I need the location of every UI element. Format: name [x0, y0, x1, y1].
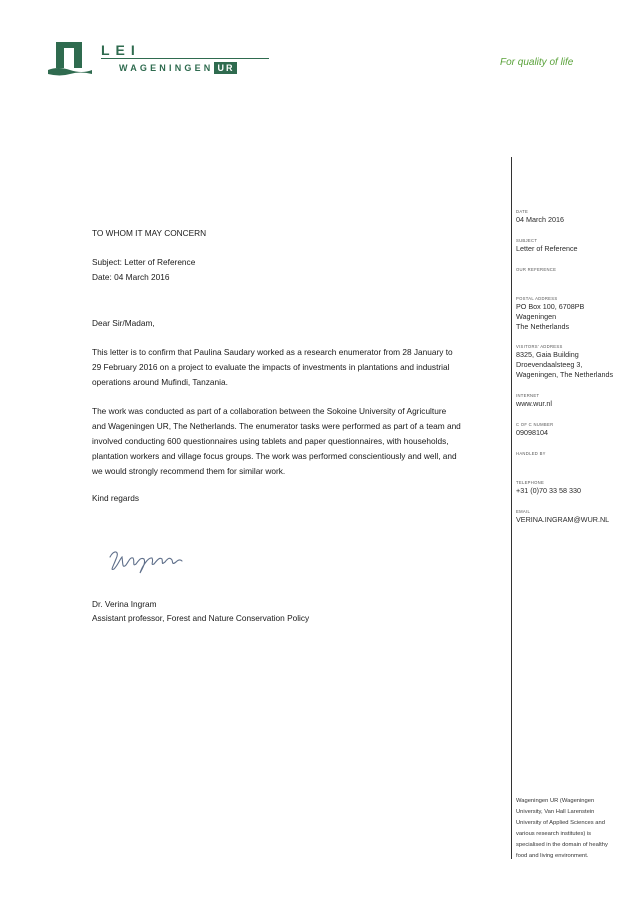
visitors-address-line: Droevendaalsteeg 3, [516, 360, 583, 369]
closing: Kind regards [92, 493, 140, 503]
date-value: 04 March 2016 [516, 215, 564, 224]
tagline: For quality of life [500, 57, 574, 68]
subject-label: SUBJECT [516, 238, 538, 243]
logo-ur-badge: UR [214, 62, 237, 74]
postal-address-line: The Netherlands [516, 322, 570, 331]
institution-description-line: specialised in the domain of healthy [516, 842, 608, 848]
logo-wageningen-ur [101, 62, 237, 74]
paragraph-line: This letter is to confirm that Paulina Saudary worked as a research enumerator from 28 January to [92, 347, 453, 357]
telephone-value: +31 (0)70 33 58 330 [516, 486, 581, 495]
internet-link[interactable]: www.wur.nl [516, 399, 552, 408]
paragraph-line: we would strongly recommend them for similar work. [92, 466, 286, 476]
logo-wageningen-text: WAGENINGEN [119, 63, 214, 73]
paragraph-line: operations around Mufindi, Tanzania. [92, 377, 228, 387]
institution-description-line: food and living environment. [516, 853, 589, 859]
institution-description [516, 796, 608, 862]
our-reference-label: OUR REFERENCE [516, 267, 557, 272]
coc-number-label: C OF C NUMBER [516, 422, 554, 427]
visitors-address [516, 350, 613, 380]
visitors-address-line: 8325, Gaia Building [516, 350, 579, 359]
salutation: Dear Sir/Madam, [92, 318, 155, 328]
paragraph-confirmation [92, 345, 502, 390]
handwritten-signature [106, 545, 186, 575]
paragraph-line: 29 February 2016 on a project to evaluate the impacts of investments in plantations and industrial [92, 362, 450, 372]
coc-number-value: 09098104 [516, 428, 548, 437]
subject-line: Subject: Letter of Reference [92, 257, 196, 267]
institution-description-line: University of Applied Sciences and [516, 820, 605, 826]
postal-address-line: PO Box 100, 6708PB [516, 302, 585, 311]
wageningen-logo-icon [48, 40, 92, 76]
paragraph-collaboration [92, 404, 502, 479]
email-link[interactable]: VERINA.INGRAM@WUR.NL [516, 515, 610, 524]
paragraph-line: and Wageningen UR, The Netherlands. The enumerator tasks were performed as part of a team and [92, 421, 461, 431]
visitors-address-line: Wageningen, The Netherlands [516, 370, 614, 379]
email-label: EMAIL [516, 509, 531, 514]
internet-label: INTERNET [516, 393, 540, 398]
paragraph-line: plantation workers and village focus groups. The work was performed conscientiously and well, and [92, 451, 457, 461]
telephone-label: TELEPHONE [516, 480, 545, 485]
paragraph-line: involved conducting 600 questionnaires using tablets and paper questionnaires, with households, [92, 436, 449, 446]
sidebar-divider [511, 157, 512, 859]
signer-name: Dr. Verina Ingram [92, 599, 157, 609]
institution-description-line: University, Van Hall Larenstein [516, 809, 595, 815]
paragraph-line: The work was conducted as part of a collaboration between the Sokoine University of Agriculture [92, 406, 447, 416]
date-line: Date: 04 March 2016 [92, 272, 170, 282]
logo-lei-text: LEI [101, 42, 141, 58]
institution-description-line: various research institutes) is [516, 831, 592, 837]
logo-divider [101, 58, 269, 59]
postal-address-label: POSTAL ADDRESS [516, 296, 558, 301]
date-label: DATE [516, 209, 529, 214]
visitors-address-label: VISITORS' ADDRESS [516, 344, 563, 349]
postal-address [516, 302, 584, 332]
subject-value: Letter of Reference [516, 244, 578, 253]
postal-address-line: Wageningen [516, 312, 557, 321]
signer-title: Assistant professor, Forest and Nature Conservation Policy [92, 613, 310, 623]
recipient-line: TO WHOM IT MAY CONCERN [92, 228, 207, 238]
institution-description-line: Wageningen UR (Wageningen [516, 798, 595, 804]
handled-by-label: HANDLED BY [516, 451, 546, 456]
